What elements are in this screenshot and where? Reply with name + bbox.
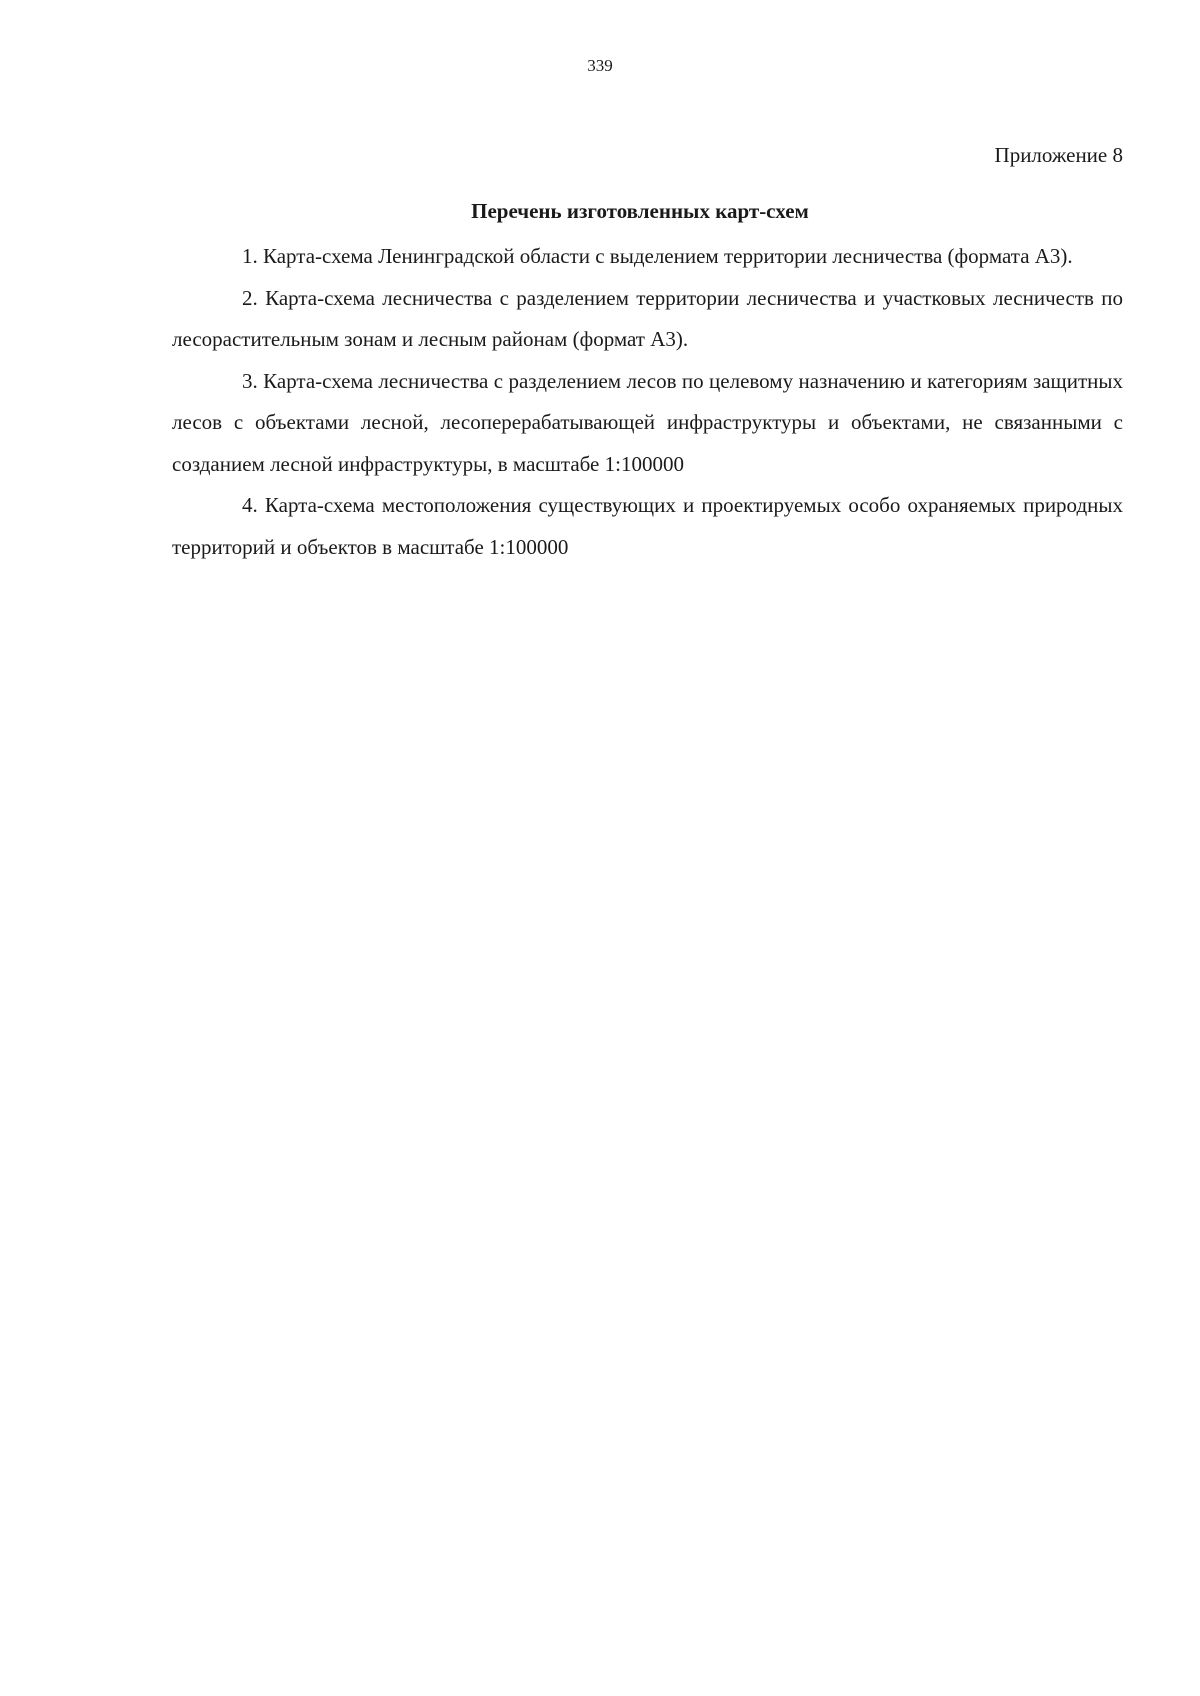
- document-body: [172, 236, 1123, 568]
- appendix-label: Приложение 8: [994, 143, 1123, 167]
- document-title: Перечень изготовленных карт-схем: [471, 199, 809, 223]
- list-item: 3. Карта-схема лесничества с разделением лесов по целевому назначению и категориям защитных лесов с объектами лесной, лесоперерабатывающей инфраструктуры и объектами, не связанными с созданием лесной инфраструктуры, в масштабе 1:100000: [172, 368, 1123, 476]
- page-number: 339: [587, 56, 613, 75]
- list-item: 1. Карта-схема Ленинградской области с выделением территории лесничества (формата А3).: [242, 244, 1073, 268]
- list-item: 2. Карта-схема лесничества с разделением территории лесничества и участковых лесничеств по лесорастительным зонам и лесным районам (формат А3).: [172, 285, 1123, 351]
- list-item: 4. Карта-схема местоположения существующих и проектируемых особо охраняемых природных территорий и объектов в масштабе 1:100000: [172, 493, 1123, 559]
